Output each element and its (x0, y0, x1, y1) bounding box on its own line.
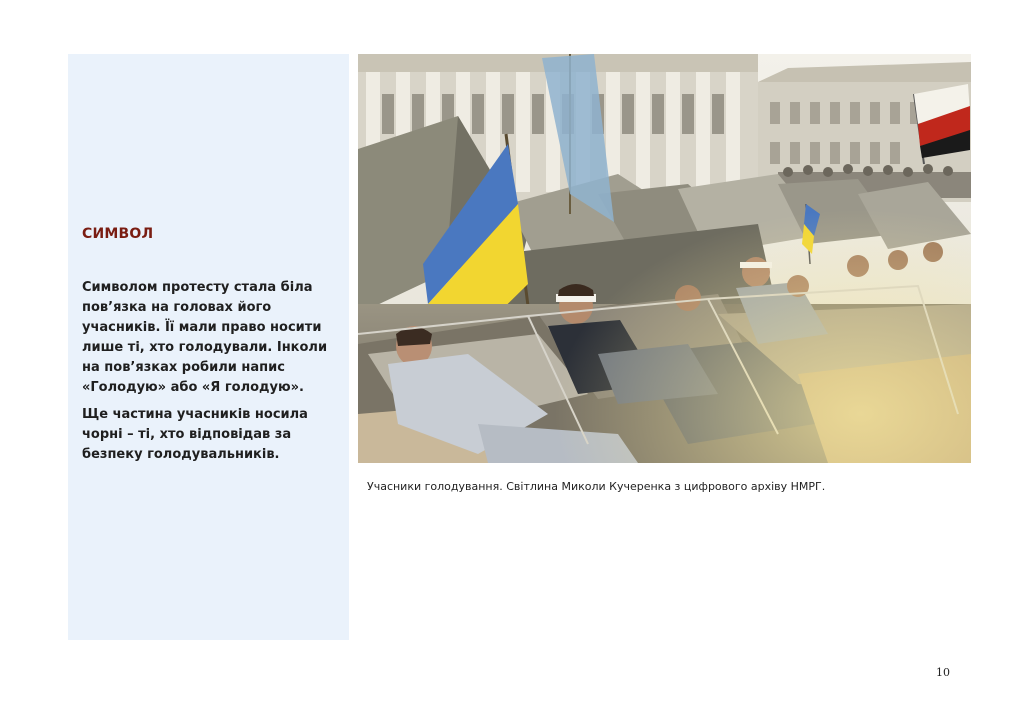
section-title: СИМВОЛ (82, 226, 154, 242)
page-number: 10 (936, 666, 950, 679)
photo-caption: Учасники голодування. Світлина Миколи Кучеренка з цифрового архіву НМРГ. (367, 480, 826, 493)
paragraph-black-bands: Ще частина учасників носила чорні – ті, хто відповідав за безпеку голодувальників. (82, 407, 308, 462)
sunlight-glow (358, 54, 971, 463)
paragraph-symbol-description: Символом протесту стала біла пов’язка на головах його учасників. Її мали право носити лише ті, хто голодували. Інколи на пов’язках робили напис «Голодую» або «Я голодую». (82, 280, 328, 395)
hunger-strike-photo (358, 54, 971, 463)
photo-illustration (358, 54, 971, 463)
